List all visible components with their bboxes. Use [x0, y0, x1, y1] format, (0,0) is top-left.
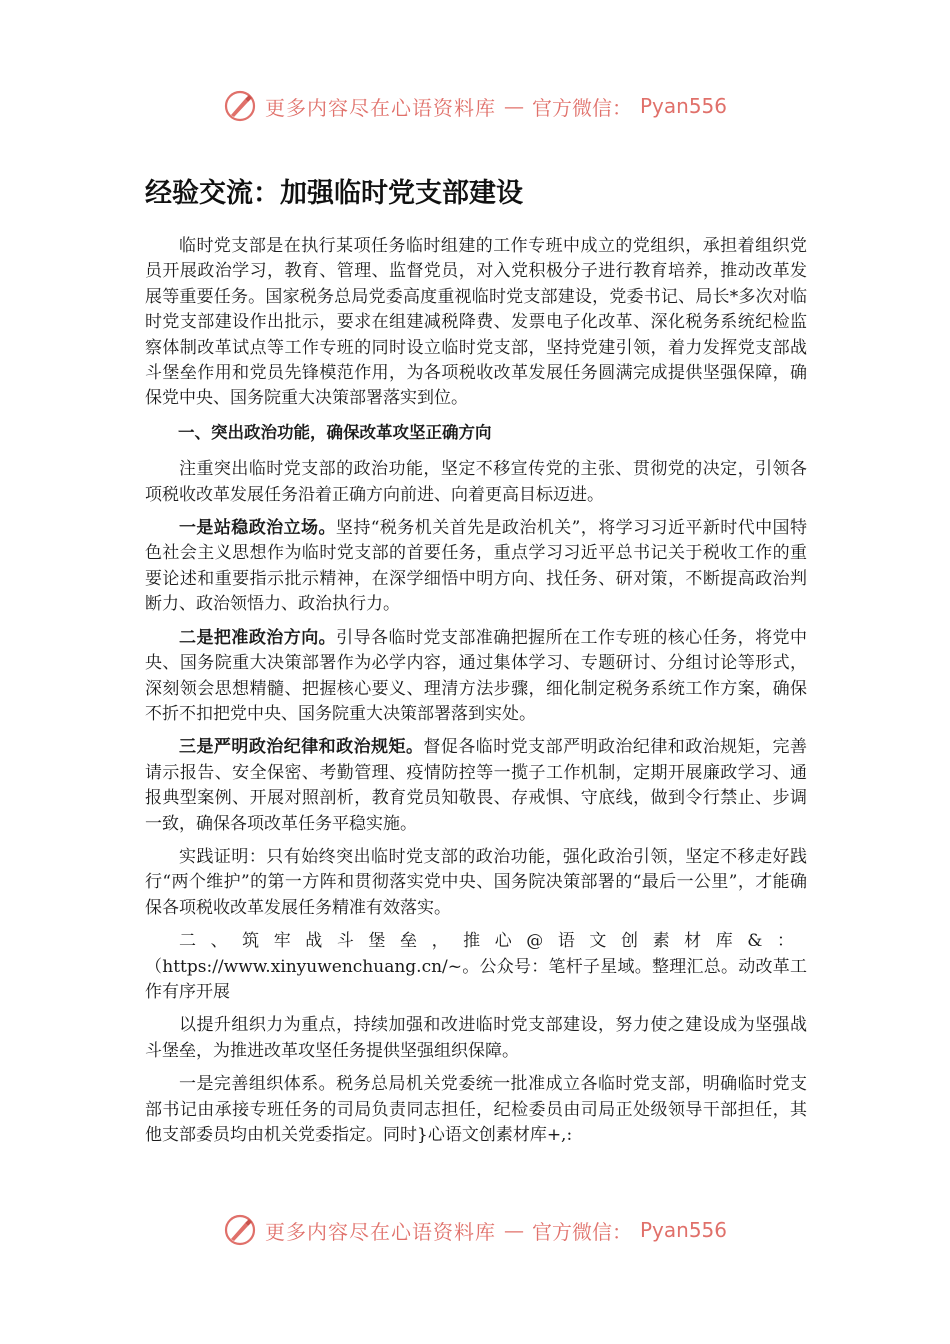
- watermark-header: [0, 84, 950, 128]
- section1-heading: 一、突出政治功能，确保改革攻坚正确方向: [178, 422, 492, 442]
- point1-paragraph: [145, 516, 807, 618]
- watermark-wechat-label: 官方微信：: [531, 1219, 632, 1244]
- page-title: 经验交流：加强临时党支部建设: [145, 178, 523, 209]
- point2-body: 引导各临时党支部准确把握所在工作专班的核心任务，将党中央、国务院重大决策部署作为必学内容，通过集体学习、专题研讨、分组讨论等形式，深刻领会思想精髓、把握核心要义、理清方法步骤，细化制定税务系统工作方案，确保不折不扣把党中央、国务院重大决策部署落到实处。: [145, 627, 808, 724]
- point1-body: 坚持“税务机关首先是政治机关”，将学习习近平新时代中国特色社会主义思想作为临时党支部的首要任务，重点学习习近平总书记关于税收工作的重要论述和重要指示批示精神，在深学细悟中明方向、找任务、研对策，不断提高政治判断力、政治领悟力、政治执行力。: [145, 518, 807, 615]
- point2-lead: 二是把准政治方向。: [179, 627, 337, 648]
- section2-point1: 一是完善组织体系。税务总局机关党委统一批准成立各临时党支部，明确临时党支部书记由承接专班任务的司局负责同志担任，纪检委员由司局正处级领导干部担任，其他支部委员均由机关党委指定。同时}心语文创素材库+,:: [145, 1074, 807, 1145]
- section2-heading-spaced: 二、筑牢战斗堡垒，推心@语文创素材库&：: [179, 931, 807, 952]
- watermark-footer: [0, 1208, 950, 1252]
- point3-paragraph: [145, 735, 807, 837]
- document-body: [145, 172, 807, 1156]
- watermark-dash: —: [503, 1218, 524, 1242]
- point3-lead: 三是严明政治纪律和政治规矩。: [179, 737, 424, 758]
- pen-logo-icon: [223, 1213, 257, 1247]
- watermark-dash: —: [503, 94, 524, 118]
- watermark-wechat-id: Pyan556: [639, 1218, 727, 1242]
- pen-logo-icon: [223, 89, 257, 123]
- section1-conclusion: 实践证明：只有始终突出临时党支部的政治功能，强化政治引领，坚定不移走好践行“两个维护”的第一方阵和贯彻落实党中央、国务院决策部署的“最后一公里”，才能确保各项税收改革发展任务精准有效落实。: [145, 846, 807, 918]
- point2-paragraph: [145, 626, 807, 728]
- watermark-wechat-label: 官方微信：: [531, 95, 632, 120]
- section2-heading-paragraph: [145, 929, 807, 1005]
- intro-paragraph: 临时党支部是在执行某项任务临时组建的工作专班中成立的党组织，承担着组织党员开展政治学习，教育、管理、监督党员，对入党积极分子进行教育培养，推动改革发展等重要任务。国家税务总局党委高度重视临时党支部建设，党委书记、局长*多次对临时党支部建设作出批示，要求在组建减税降费、发票电子化改革、深化税务系统纪检监察体制改革试点等工作专班的同时设立临时党支部，坚持党建引领，着力发挥党支部战斗堡垒作用和党员先锋模范作用，为各项税收改革发展任务圆满完成提供坚强保障，确保党中央、国务院重大决策部署落实到位。: [145, 236, 807, 409]
- section1-intro: 注重突出临时党支部的政治功能，坚定不移宣传党的主张、贯彻党的决定，引领各项税收改革发展任务沿着正确方向前进、向着更高目标迈进。: [145, 459, 807, 505]
- section2-intro: 以提升组织力为重点，持续加强和改进临时党支部建设，努力使之建设成为坚强战斗堡垒，为推进改革攻坚任务提供坚强组织保障。: [145, 1015, 807, 1061]
- watermark-main-text: 更多内容尽在心语资料库: [264, 95, 496, 120]
- watermark-wechat-id: Pyan556: [639, 94, 727, 118]
- point1-lead: 一是站稳政治立场。: [179, 518, 336, 539]
- section2-heading-rest: （https://www.xinyuwenchuang.cn/~。公众号：笔杆子星域。整理汇总。动改革工作有序开展: [145, 956, 807, 1002]
- point3-body: 督促各临时党支部严明政治纪律和政治规矩，完善请示报告、安全保密、考勤管理、疫情防控等一揽子工作机制，定期开展廉政学习、通报典型案例、开展对照剖析，教育党员知敬畏、存戒惧、守底线，做到令行禁止、步调一致，确保各项改革任务平稳实施。: [145, 737, 808, 834]
- watermark-main-text: 更多内容尽在心语资料库: [264, 1219, 496, 1244]
